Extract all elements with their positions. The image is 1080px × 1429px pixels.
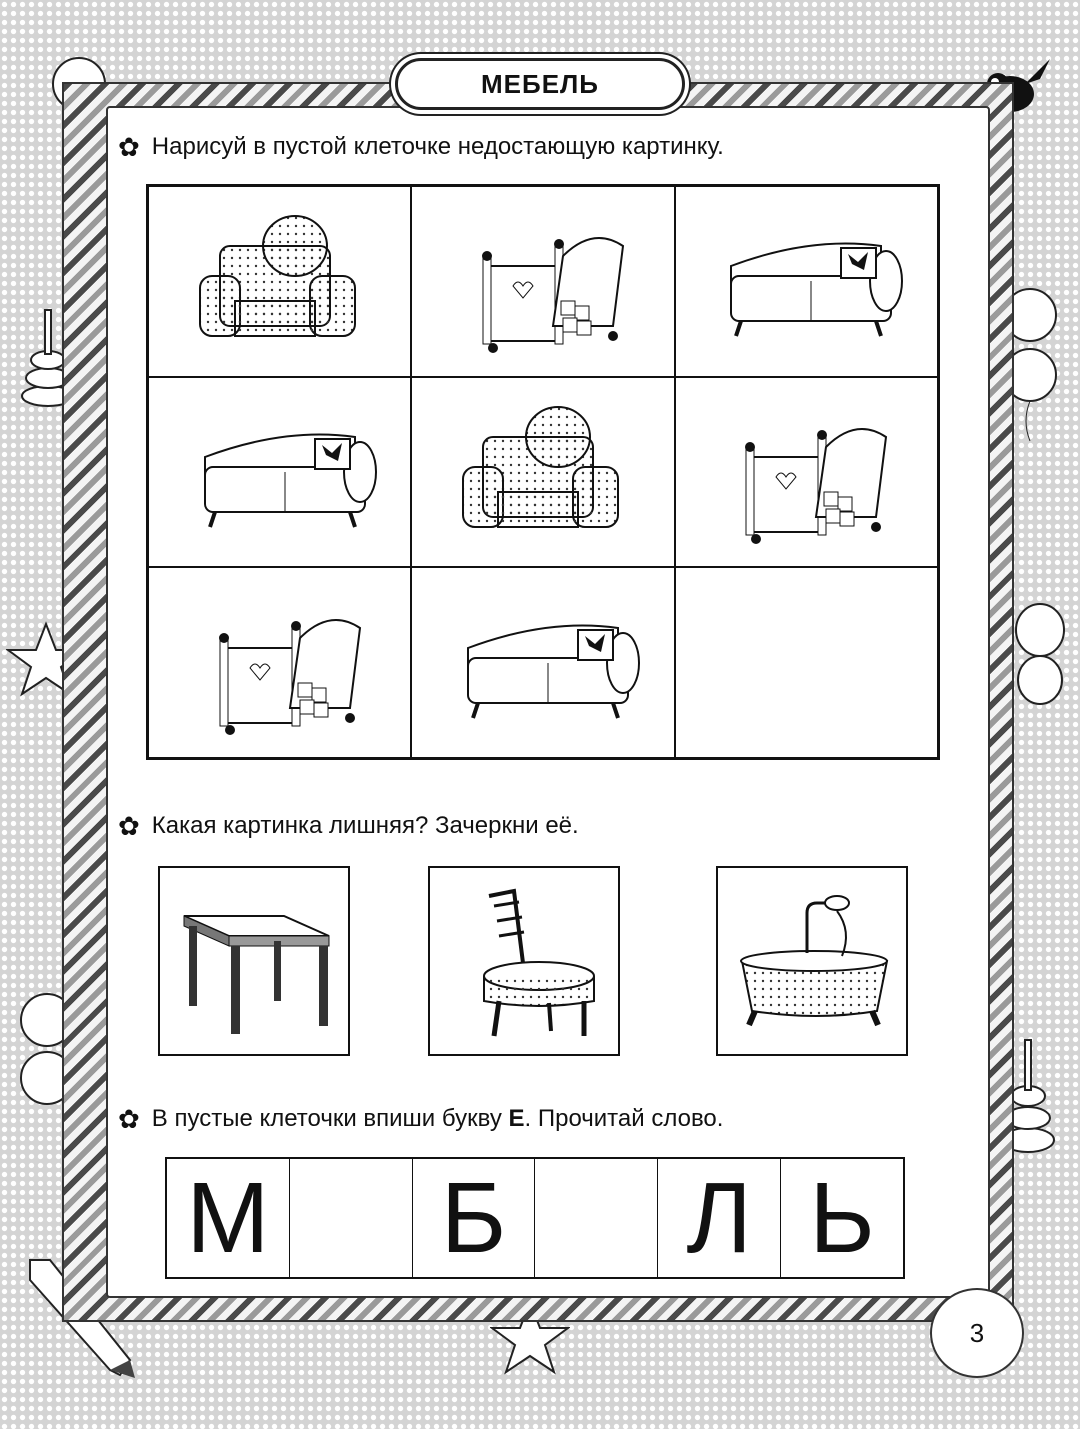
grid-cell — [148, 377, 411, 568]
letter-cell: Б — [413, 1159, 536, 1277]
empty-grid-cell[interactable] — [675, 567, 938, 758]
sofa-icon — [706, 206, 906, 356]
grid-cell — [411, 567, 674, 758]
target-letter: Е — [508, 1105, 525, 1132]
grid-cell — [675, 186, 938, 377]
task1-instruction — [118, 133, 724, 161]
grid-cell — [411, 377, 674, 568]
missing-picture-grid — [146, 184, 940, 760]
picture-table[interactable] — [158, 866, 350, 1056]
table-icon — [169, 881, 339, 1041]
word-letter-boxes — [165, 1157, 905, 1279]
armchair-icon — [443, 397, 643, 547]
task2-instruction — [118, 812, 579, 840]
letter-cell: Л — [658, 1159, 781, 1277]
task2-instruction-text: Какая картинка лишняя? Зачеркни её. — [151, 812, 579, 839]
bed-icon — [443, 206, 643, 356]
task3-instruction — [118, 1105, 723, 1133]
grid-cell — [411, 186, 674, 377]
picture-chair[interactable] — [428, 866, 620, 1056]
flower-bullet-icon: ✿ — [118, 132, 140, 162]
flower-bullet-icon: ✿ — [118, 811, 140, 841]
letter-cell: М — [167, 1159, 290, 1277]
letter-cell: Ь — [809, 1161, 875, 1274]
bed-icon — [180, 588, 380, 738]
chair-icon — [439, 881, 609, 1041]
grid-cell — [148, 567, 411, 758]
armchair-icon — [180, 206, 380, 356]
sofa-icon — [180, 397, 380, 547]
picture-bathtub[interactable] — [716, 866, 908, 1056]
empty-letter-cell[interactable] — [535, 1159, 658, 1277]
bathtub-icon — [727, 881, 897, 1041]
page-title: МЕБЕЛЬ — [395, 58, 685, 110]
task1-instruction-text: Нарисуй в пустой клеточке недостающую картинку. — [151, 133, 724, 160]
task3-instruction-text: В пустые клеточки впиши букву Е. Прочитай слово. — [151, 1105, 724, 1132]
page-number: 3 — [930, 1288, 1024, 1378]
empty-letter-cell[interactable] — [290, 1159, 413, 1277]
bed-icon — [706, 397, 906, 547]
balloon-icon — [1010, 600, 1070, 710]
flower-bullet-icon: ✿ — [118, 1104, 140, 1134]
sofa-icon — [443, 588, 643, 738]
grid-cell — [675, 377, 938, 568]
grid-cell — [148, 186, 411, 377]
